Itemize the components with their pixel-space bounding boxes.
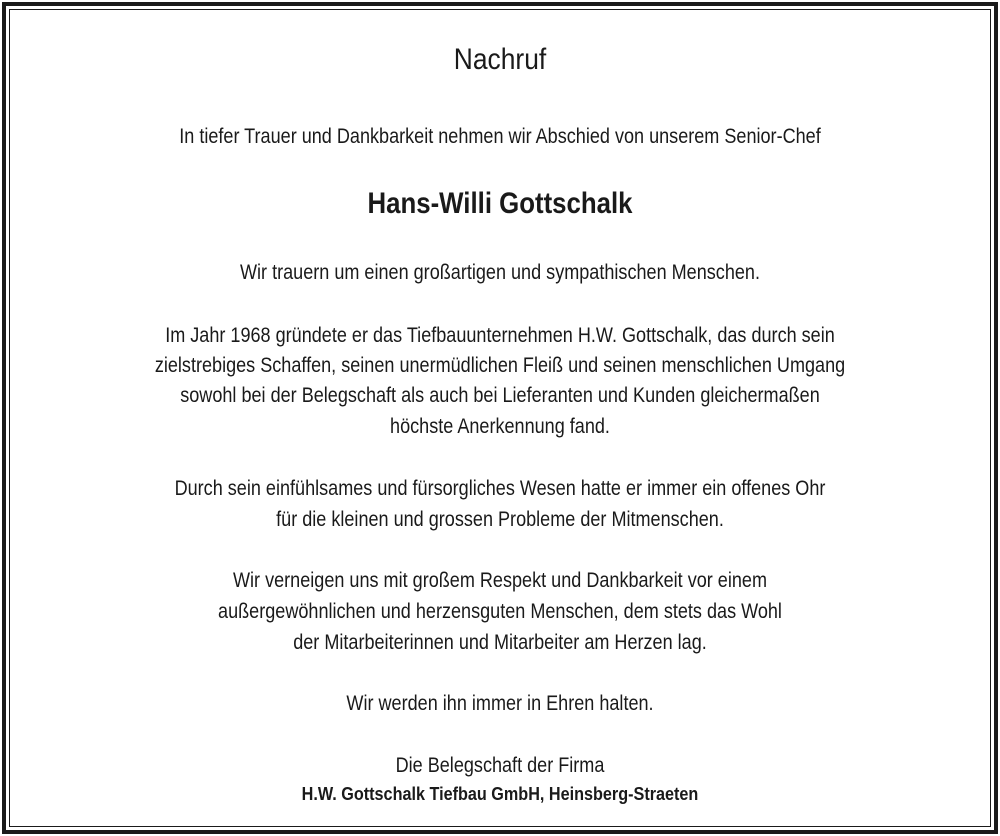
paragraph-1-line-1: Wir trauern um einen großartigen und sympathischen Menschen. xyxy=(239,261,760,284)
intro-line: In tiefer Trauer und Dankbarkeit nehmen wir Abschied von unserem Senior-Chef xyxy=(179,125,821,148)
paragraph-3-line-2: für die kleinen und grossen Probleme der Mitmenschen. xyxy=(276,508,724,531)
paragraph-4-line-3: der Mitarbeiterinnen und Mitarbeiter am Herzen lag. xyxy=(293,631,707,654)
paragraph-4-line-1: Wir verneigen uns mit großem Respekt und Dankbarkeit vor einem xyxy=(232,569,768,592)
paragraph-2-line-2: zielstrebiges Schaffen, seinen unermüdlichen Fleiß und seinen menschlichen Umgang xyxy=(154,354,846,377)
paragraph-4-line-2: außergewöhnlichen und herzensguten Menschen, dem stets das Wohl xyxy=(218,600,782,623)
paragraph-2-line-3: sowohl bei der Belegschaft als auch bei Lieferanten und Kunden gleichermaßen xyxy=(180,384,820,407)
paragraph-3-line-1: Durch sein einfühlsames und fürsorgliches Wesen hatte er immer ein offenes Ohr xyxy=(174,477,826,500)
company-line: H.W. Gottschalk Tiefbau GmbH, Heinsberg-Straeten xyxy=(301,784,699,804)
notice-title: Nachruf xyxy=(453,43,547,76)
signature-line: Die Belegschaft der Firma xyxy=(395,754,605,777)
paragraph-2-line-1: Im Jahr 1968 gründete er das Tiefbauunternehmen H.W. Gottschalk, das durch sein xyxy=(165,324,835,347)
deceased-name: Hans-Willi Gottschalk xyxy=(367,187,633,220)
paragraph-2-line-4: höchste Anerkennung fand. xyxy=(390,415,610,438)
paragraph-5-line-1: Wir werden ihn immer in Ehren halten. xyxy=(346,692,654,715)
